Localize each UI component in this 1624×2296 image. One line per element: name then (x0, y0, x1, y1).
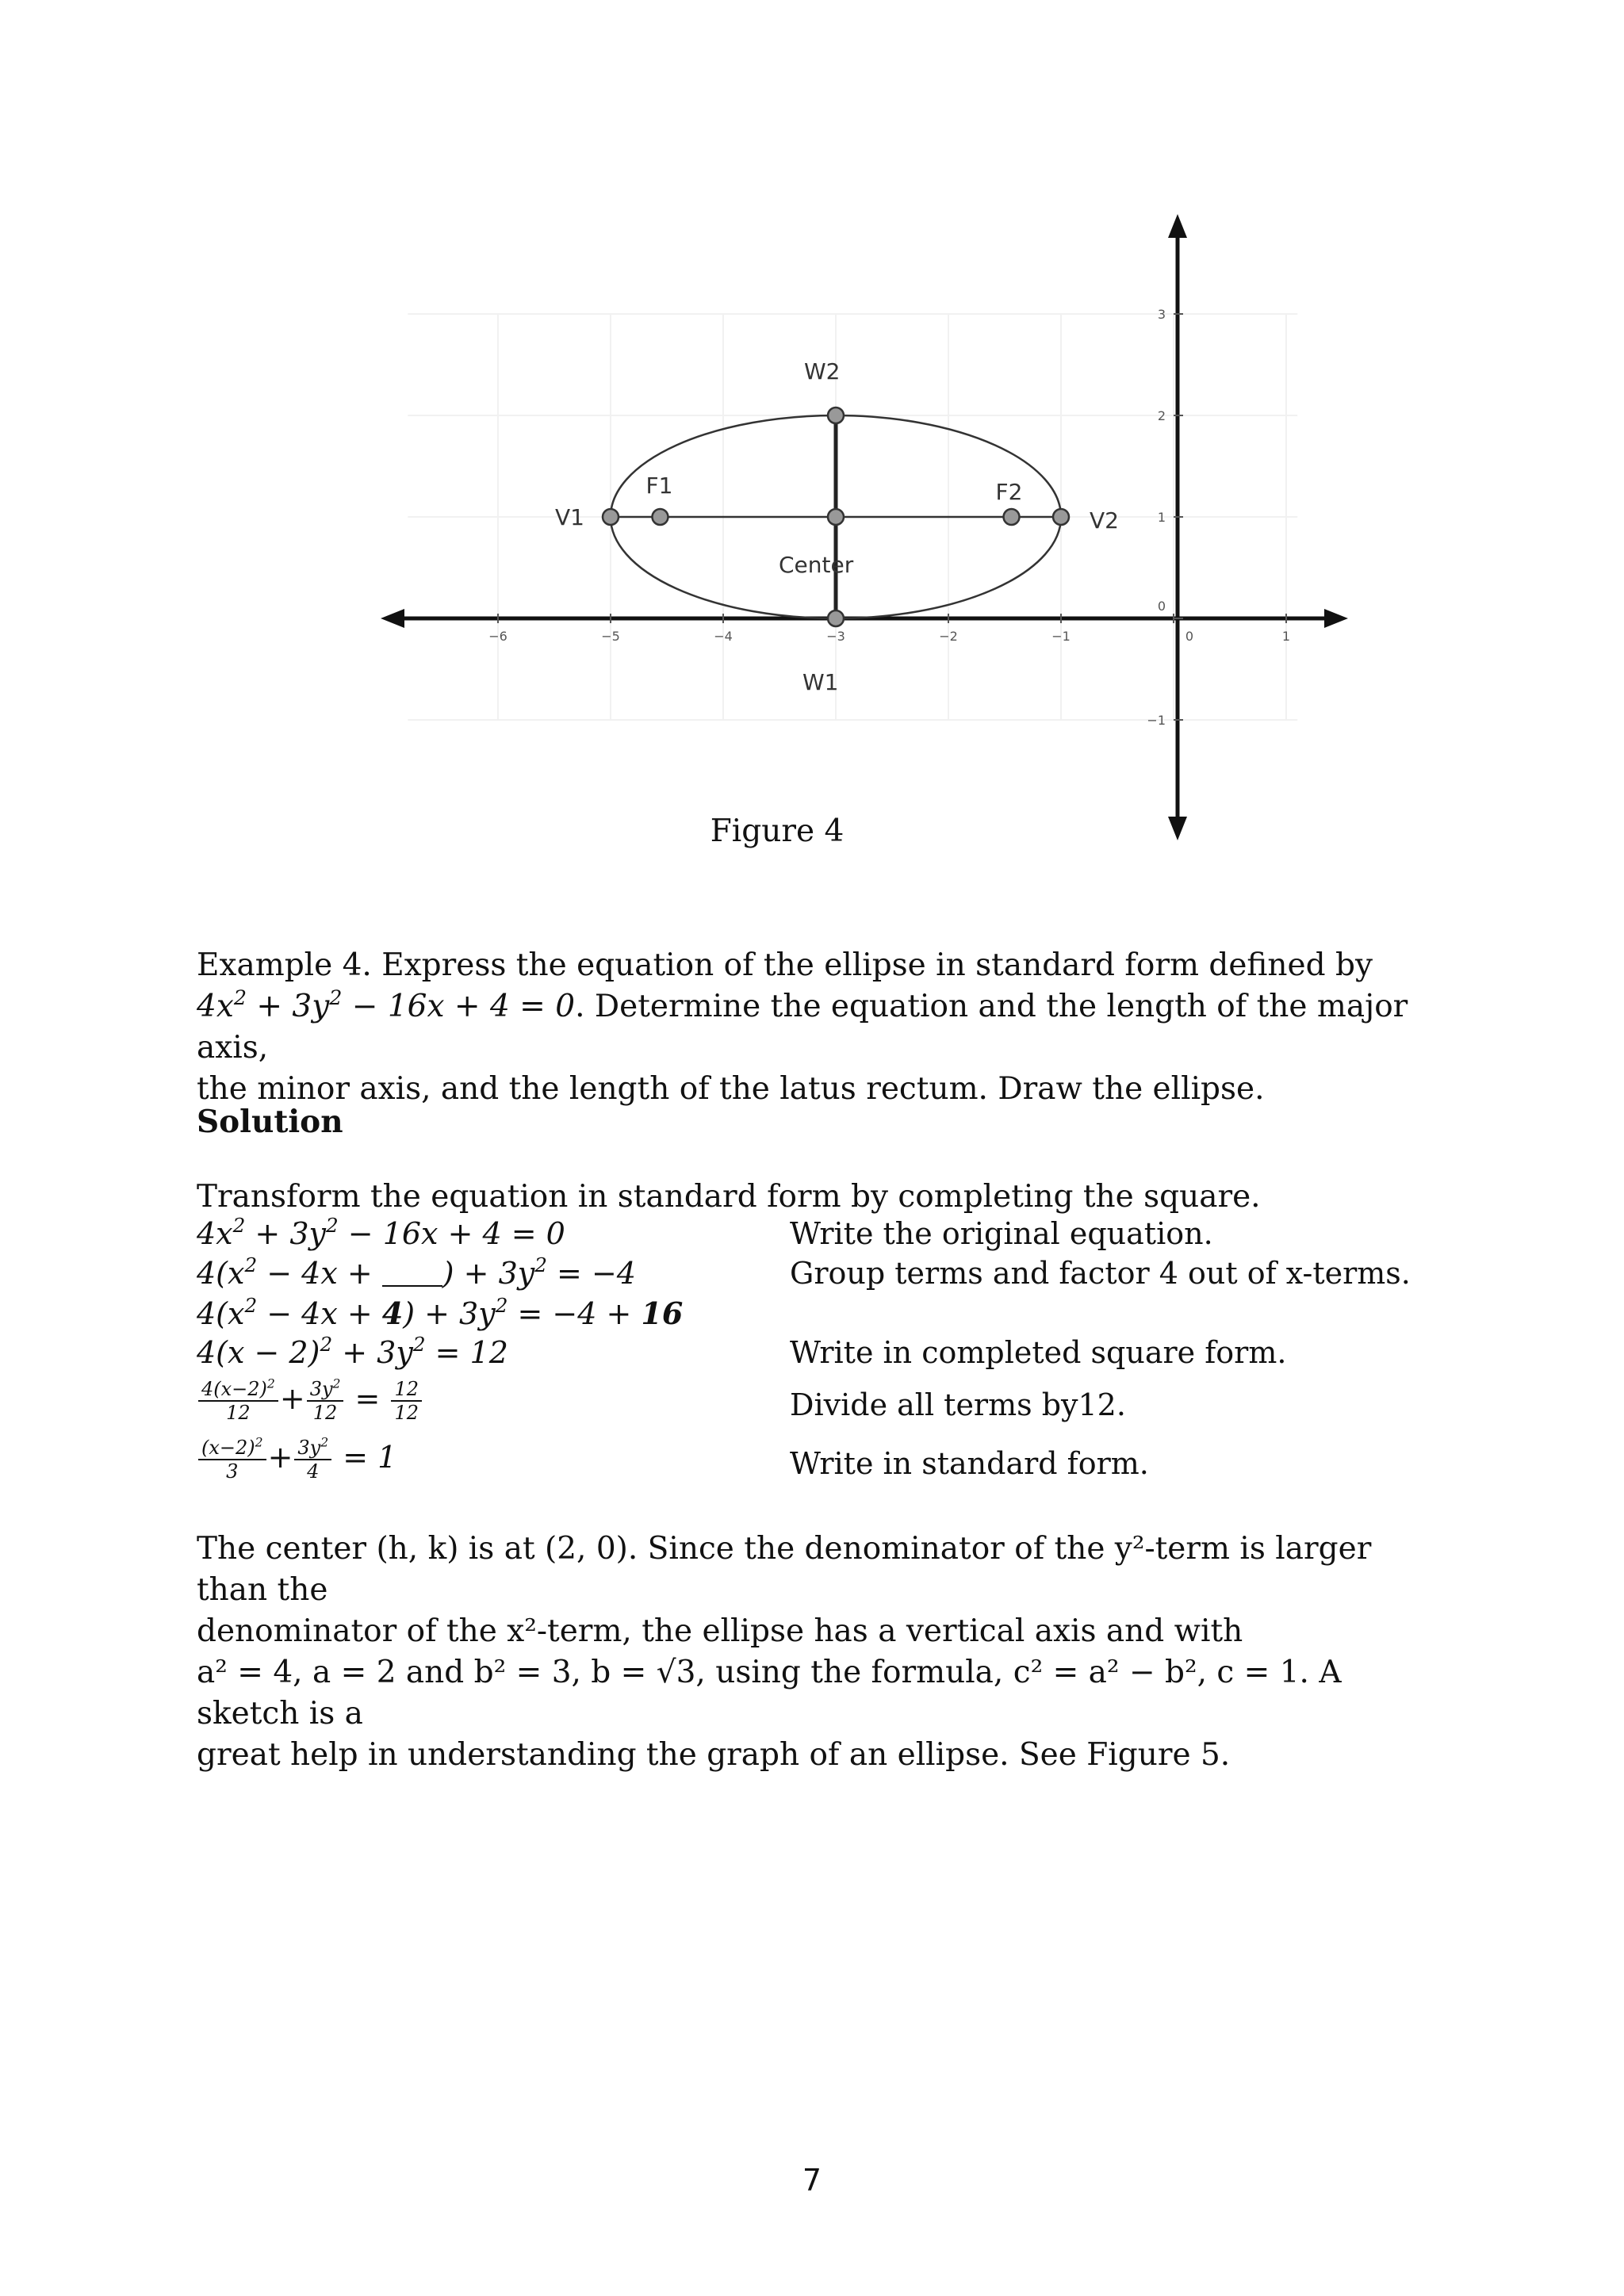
x-tick-label: −3 (826, 629, 845, 644)
point-label-v2: V2 (1090, 507, 1119, 534)
conclusion-line-2: denominator of the x²-term, the ellipse has a vertical axis and with (197, 1613, 1243, 1649)
x-tick-label: −2 (939, 629, 958, 644)
step-6-equation: $\frac{(x-2)^2}{3}$ + $\frac{3y^2}{4}$ = 1 (197, 1437, 396, 1483)
point-marker-f1 (652, 509, 668, 525)
step-2-equation: $4(x^2 - 4x$ + ) + $3y^2 = -4$ (197, 1253, 636, 1291)
x-tick-label: −5 (601, 629, 620, 644)
y-tick-label: 1 (1157, 510, 1166, 525)
example-line-2: $4x^2 + 3y^2 - 16x + 4 = 0$. Determine the equation and the length of the major axis, (197, 985, 1408, 1066)
example-line-3: the minor axis, and the length of the latus rectum. Draw the ellipse. (197, 1071, 1265, 1107)
point-label-w2: W2 (804, 358, 841, 385)
point-marker-center (828, 509, 844, 525)
point-marker-w2 (828, 408, 844, 423)
step-2-description: Group terms and factor 4 out of x-terms. (790, 1256, 1411, 1291)
figure-caption: Figure 4 (710, 813, 845, 849)
x-tick-label: −1 (1051, 629, 1071, 644)
step-5-description: Divide all terms by12. (790, 1387, 1126, 1422)
solution-intro: Transform the equation in standard form by completing the square. (197, 1179, 1261, 1215)
x-tick-label: −4 (714, 629, 733, 644)
point-label-f2: F2 (995, 479, 1023, 505)
point-marker-v2 (1053, 509, 1069, 525)
point-marker-w1 (828, 610, 844, 626)
point-marker-v1 (603, 509, 619, 525)
step-1-description: Write the original equation. (790, 1216, 1213, 1251)
point-marker-f2 (1004, 509, 1020, 525)
conclusion-line-4: great help in understanding the graph of an ellipse. See Figure 5. (197, 1737, 1231, 1773)
point-label-f1: F1 (645, 473, 673, 499)
y-tick-label: −1 (1147, 713, 1166, 728)
example-line-1: Example 4. Express the equation of the ellipse in standard form defined by (197, 947, 1373, 983)
step-1-equation: $4x^2 + 3y^2 - 16x + 4 = 0$ (197, 1214, 565, 1251)
point-label-v1: V1 (555, 504, 584, 530)
conclusion-paragraph (197, 1529, 1434, 1776)
example-statement (197, 945, 1434, 1110)
x-tick-label: −6 (488, 629, 508, 644)
step-6-description: Write in standard form. (790, 1446, 1149, 1481)
step-4-equation: $4(x - 2)^2 + 3y^2 = 12$ (197, 1333, 508, 1370)
conclusion-line-1: The center (h, k) is at (2, 0). Since the denominator of the y²-term is larger than the (197, 1531, 1372, 1608)
step-5-equation: $\frac{4(x-2)^2}{12}$ + $\frac{3y^2}{12}$ = $\frac{12}{12}$ (197, 1378, 423, 1424)
solution-heading: Solution (197, 1104, 343, 1140)
y-axis-up-arrow-icon (1168, 214, 1187, 238)
point-label-center: Center (779, 552, 854, 578)
x-axis-right-arrow-icon (1324, 609, 1348, 628)
figure-4-graph (381, 214, 1372, 848)
point-label-w1: W1 (802, 669, 839, 695)
y-tick-label: 0 (1157, 599, 1166, 614)
step-3-equation: $4(x^2 - 4x + 4) + 3y^2 = -4 + 16$ (197, 1294, 684, 1331)
x-axis-left-arrow-icon (381, 609, 404, 628)
step-4-description: Write in completed square form. (790, 1335, 1287, 1370)
y-tick-label: 3 (1157, 307, 1166, 322)
x-tick-label: 0 (1185, 629, 1194, 644)
y-tick-label: 2 (1157, 408, 1166, 423)
page-number: 7 (802, 2163, 822, 2198)
conclusion-line-3: a² = 4, a = 2 and b² = 3, b = √3, using the formula, c² = a² − b², c = 1. A sketch is a (197, 1655, 1342, 1732)
x-tick-label: 1 (1281, 629, 1291, 644)
